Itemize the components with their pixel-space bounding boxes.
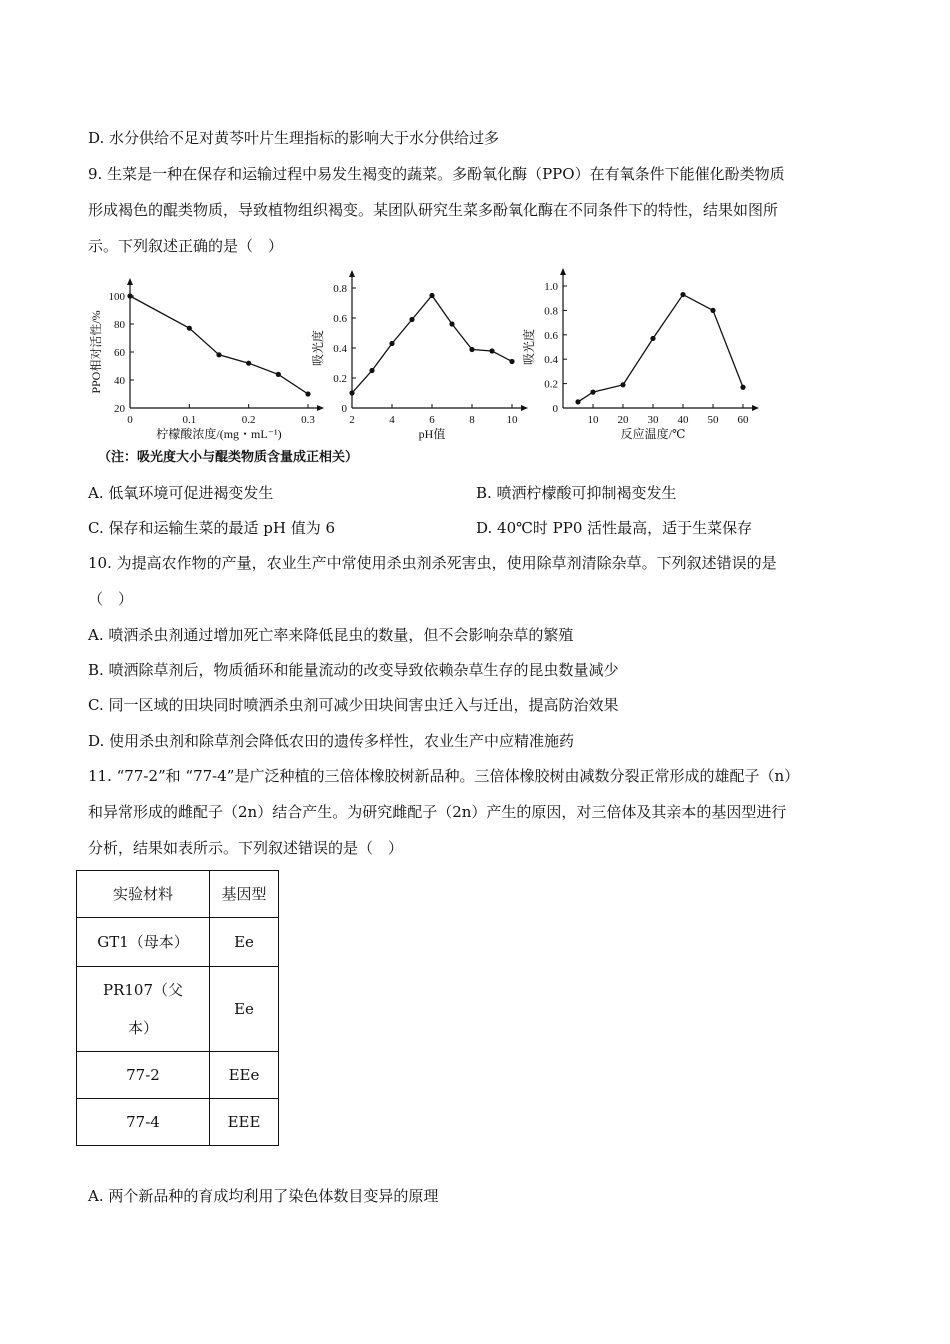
y-tick-label: 0: [341, 403, 347, 415]
y-tick-label: 80: [114, 319, 125, 331]
q11-stem-line-2: 和异常形成的雌配子（2n）结合产生。为研究雌配子（2n）产生的原因，对三倍体及其亲本的基因型进行: [88, 803, 787, 821]
q9-option-b: B. 喷洒柠檬酸可抑制褐变发生: [476, 484, 677, 502]
table-row: [77, 918, 279, 967]
data-point: [509, 359, 514, 364]
data-point: [620, 382, 625, 387]
x-tick-label: 10: [587, 414, 599, 426]
data-point: [349, 390, 354, 395]
y-tick-label: 100: [108, 291, 125, 303]
x-tick-label: 0: [127, 414, 133, 426]
x-tick-label: 10: [506, 414, 518, 426]
data-point: [216, 352, 221, 357]
x-tick-label: 20: [617, 414, 629, 426]
q10-stem-line-1: 10. 为提高农作物的产量，农业生产中常使用杀虫剂杀死害虫，使用除草剂清除杂草。下列叙述错误的是: [88, 554, 777, 572]
x-tick-label: 0.2: [241, 414, 256, 426]
x-axis-label: 反应温度/℃: [620, 427, 686, 441]
data-point: [429, 293, 434, 298]
table-cell: Ee: [210, 918, 279, 967]
table-row: [77, 967, 279, 1052]
table-row: [77, 1099, 279, 1146]
x-tick-label: 2: [349, 414, 355, 426]
x-tick-label: 0.3: [301, 414, 315, 426]
table-header-cell: 实验材料: [77, 871, 210, 918]
y-tick-label: 0.2: [544, 378, 558, 391]
y-tick-label: 0.6: [544, 329, 558, 342]
q10-stem-line-2: （ ）: [88, 590, 134, 608]
table-cell: Ee: [210, 967, 279, 1052]
data-point: [740, 385, 745, 390]
y-tick-label: 60: [114, 347, 125, 359]
x-tick-label: 30: [647, 414, 659, 426]
data-point: [276, 372, 281, 377]
q11-option-a: A. 两个新品种的育成均利用了染色体数目变异的原理: [88, 1187, 439, 1205]
y-tick-label: 0.4: [544, 354, 558, 367]
x-axis-arrow: [317, 405, 324, 411]
table-header-row: [77, 871, 279, 918]
q10-option-d: D. 使用杀虫剂和除草剂会降低农田的遗传多样性，农业生产中应精准施药: [88, 732, 575, 750]
data-point: [590, 390, 595, 395]
q9-stem-line-3: 示。下列叙述正确的是（ ）: [88, 237, 284, 255]
y-axis-arrow: [127, 278, 133, 285]
table-row: [77, 1052, 279, 1099]
table-cell-text: 本）: [127, 1019, 158, 1037]
table-cell-text: PR107（父: [102, 981, 184, 999]
x-axis-arrow: [752, 405, 759, 411]
x-tick-label: 50: [707, 414, 719, 426]
y-tick-label: 0: [552, 403, 558, 415]
x-tick-label: 6: [429, 414, 435, 426]
data-point: [680, 292, 685, 297]
series-line: [578, 295, 743, 402]
y-axis-label: 吸光度: [522, 328, 536, 366]
y-axis-arrow: [349, 270, 355, 277]
data-point: [489, 348, 494, 353]
q9-charts-svg: [80, 268, 880, 448]
series-line: [352, 296, 512, 394]
table-cell: EEE: [210, 1099, 279, 1146]
genotype-table: [76, 870, 279, 1146]
q11-stem-line-1: 11. “77-2”和 “77-4”是广泛种植的三倍体橡胶树新品种。三倍体橡胶树由减数分裂正常形成的雄配子（n）: [88, 767, 800, 785]
y-tick-label: 0.4: [333, 343, 347, 355]
x-tick-label: 60: [737, 414, 749, 426]
table-cell: [77, 967, 210, 1052]
data-point: [305, 391, 310, 396]
q8-option-d: D. 水分供给不足对黄芩叶片生理指标的影响大于水分供给过多: [88, 129, 500, 147]
y-tick-label: 0.6: [333, 313, 347, 325]
data-point: [575, 399, 580, 404]
data-point: [246, 361, 251, 366]
series-line: [130, 296, 308, 394]
y-axis-label: PPO相对活性/%: [89, 310, 103, 394]
data-point: [127, 293, 132, 298]
q10-option-a: A. 喷洒杀虫剂通过增加死亡率来降低昆虫的数量，但不会影响杂草的繁殖: [88, 626, 574, 644]
q9-option-d: D. 40℃时 PP0 活性最高，适于生菜保存: [476, 519, 753, 537]
x-tick-label: 40: [677, 414, 689, 426]
q11-stem-line-3: 分析，结果如表所示。下列叙述错误的是（ ）: [88, 839, 404, 857]
q9-option-c: C. 保存和运输生菜的最适 pH 值为 6: [88, 519, 336, 537]
q10-option-b: B. 喷洒除草剂后，物质循环和能量流动的改变导致依赖杂草生存的昆虫数量减少: [88, 661, 619, 679]
q9-stem-line-2: 形成褐色的醌类物质，导致植物组织褐变。某团队研究生菜多酚氧化酶在不同条件下的特性，结果如图所: [88, 201, 779, 219]
table-cell: GT1（母本）: [77, 918, 210, 967]
data-point: [409, 317, 414, 322]
data-point: [710, 308, 715, 313]
y-tick-label: 40: [114, 375, 125, 387]
q10-option-c: C. 同一区域的田块同时喷洒杀虫剂可减少田块间害虫迁入与迁出，提高防治效果: [88, 696, 619, 714]
data-point: [650, 336, 655, 341]
data-point: [449, 321, 454, 326]
data-point: [469, 347, 474, 352]
q9-option-a: A. 低氧环境可促进褐变发生: [88, 484, 274, 502]
x-tick-label: 8: [469, 414, 475, 426]
y-axis-arrow: [560, 268, 566, 275]
data-point: [187, 326, 192, 331]
y-tick-label: 20: [114, 403, 125, 415]
x-tick-label: 0.1: [182, 414, 197, 426]
table-header-cell: 基因型: [210, 871, 279, 918]
table-cell: 77-2: [77, 1052, 210, 1099]
data-point: [389, 341, 394, 346]
y-tick-label: 0.2: [333, 373, 347, 385]
y-tick-label: 0.8: [544, 305, 558, 318]
y-tick-label: 0.8: [333, 283, 347, 295]
x-axis-label: 柠檬酸浓度/(mg・mL⁻¹): [156, 427, 282, 441]
x-axis-label: pH值: [418, 427, 446, 441]
x-tick-label: 4: [389, 414, 395, 426]
table-cell: 77-4: [77, 1099, 210, 1146]
x-axis-arrow: [521, 405, 528, 411]
q9-stem-line-1: 9. 生菜是一种在保存和运输过程中易发生褐变的蔬菜。多酚氧化酶（PPO）在有氧条件下能催化酚类物质: [88, 165, 785, 183]
table-cell: EEe: [210, 1052, 279, 1099]
data-point: [369, 368, 374, 373]
q9-figure: [80, 268, 880, 468]
y-axis-label: 吸光度: [311, 329, 325, 367]
y-tick-label: 1.0: [544, 281, 558, 293]
q9-figure-note: （注：吸光度大小与醌类物质含量成正相关）: [98, 450, 359, 465]
